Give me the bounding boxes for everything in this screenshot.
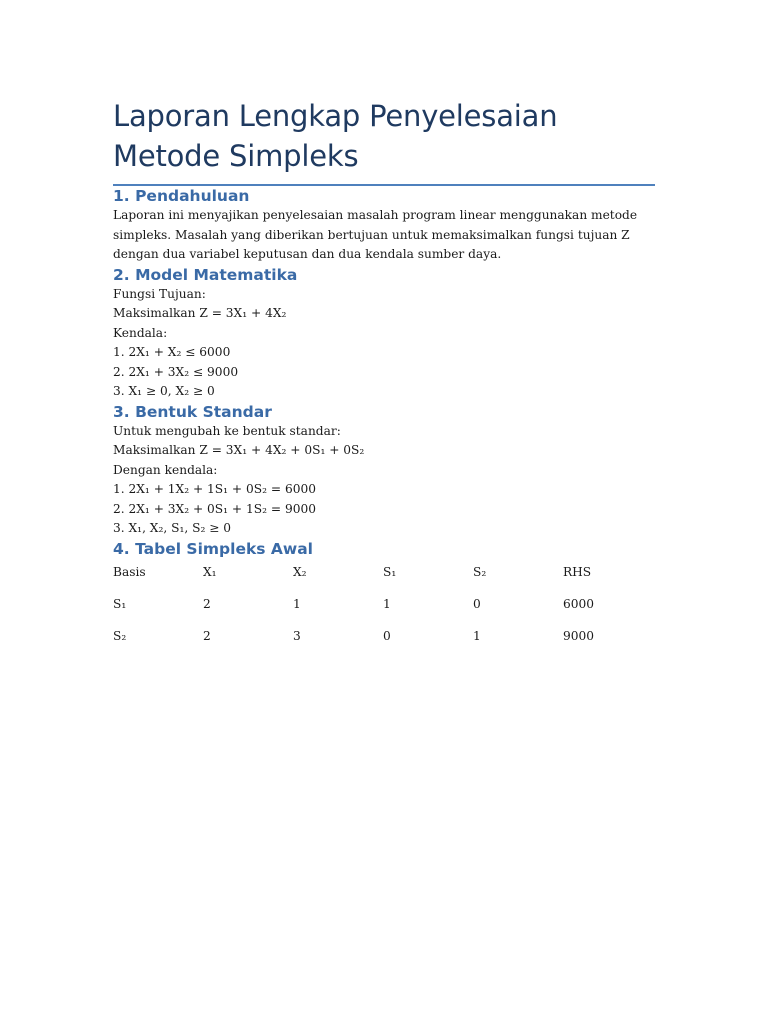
table-row — [113, 595, 653, 627]
model-line: 3. X₁ ≥ 0, X₂ ≥ 0 — [113, 384, 215, 398]
standard-line: 3. X₁, X₂, S₁, S₂ ≥ 0 — [113, 521, 232, 535]
standard-line: Untuk mengubah ke bentuk standar: — [113, 423, 341, 438]
section-heading-pendahuluan: 1. Pendahuluan — [113, 187, 250, 205]
table-cell: 0 — [383, 628, 391, 643]
document-page — [113, 0, 655, 659]
table-header-cell: X₂ — [293, 564, 307, 579]
document-title: Laporan Lengkap Penyelesaian Metode Simpleks — [113, 99, 558, 173]
table-cell: S₂ — [113, 628, 127, 643]
table-header-cell: Basis — [113, 564, 146, 579]
model-line: 1. 2X₁ + X₂ ≤ 6000 — [113, 345, 231, 359]
table-cell: 1 — [293, 596, 301, 611]
intro-paragraph: Laporan ini menyajikan penyelesaian masalah program linear menggunakan metode simpleks. Masalah yang diberikan bertujuan untuk memaksimalkan fungsi tujuan Z dengan dua variabel keputusan dan dua kendala sumber daya. — [113, 208, 638, 261]
table-header-cell: S₂ — [473, 564, 487, 579]
table-cell: 2 — [203, 628, 211, 643]
simplex-table — [113, 563, 653, 659]
section-heading-bentuk-standar: 3. Bentuk Standar — [113, 402, 272, 421]
table-header-cell: RHS — [563, 564, 592, 579]
table-cell: 3 — [293, 628, 301, 643]
standard-line: Dengan kendala: — [113, 462, 218, 477]
model-line: 2. 2X₁ + 3X₂ ≤ 9000 — [113, 364, 239, 379]
table-cell: 1 — [473, 628, 481, 643]
table-cell: 2 — [203, 596, 211, 611]
model-line: Kendala: — [113, 325, 168, 340]
standard-line: 1. 2X₁ + 1X₂ + 1S₁ + 0S₂ = 6000 — [113, 482, 316, 496]
section-heading-tabel-simpleks: 4. Tabel Simpleks Awal — [113, 539, 313, 558]
table-cell: 6000 — [563, 596, 595, 611]
table-cell: 0 — [473, 596, 481, 611]
table-header-cell: X₁ — [203, 564, 217, 579]
model-line: Maksimalkan Z = 3X₁ + 4X₂ — [113, 306, 287, 320]
table-header-cell: S₁ — [383, 564, 397, 579]
standard-line: Maksimalkan Z = 3X₁ + 4X₂ + 0S₁ + 0S₂ — [113, 443, 365, 457]
table-header-row — [113, 563, 653, 595]
table-cell: S₁ — [113, 596, 127, 611]
standard-line: 2. 2X₁ + 3X₂ + 0S₁ + 1S₂ = 9000 — [113, 501, 316, 516]
table-row — [113, 627, 653, 659]
table-cell: 1 — [383, 596, 391, 611]
model-line: Fungsi Tujuan: — [113, 286, 206, 301]
table-cell: 9000 — [563, 628, 595, 643]
section-heading-model-matematika: 2. Model Matematika — [113, 265, 298, 284]
